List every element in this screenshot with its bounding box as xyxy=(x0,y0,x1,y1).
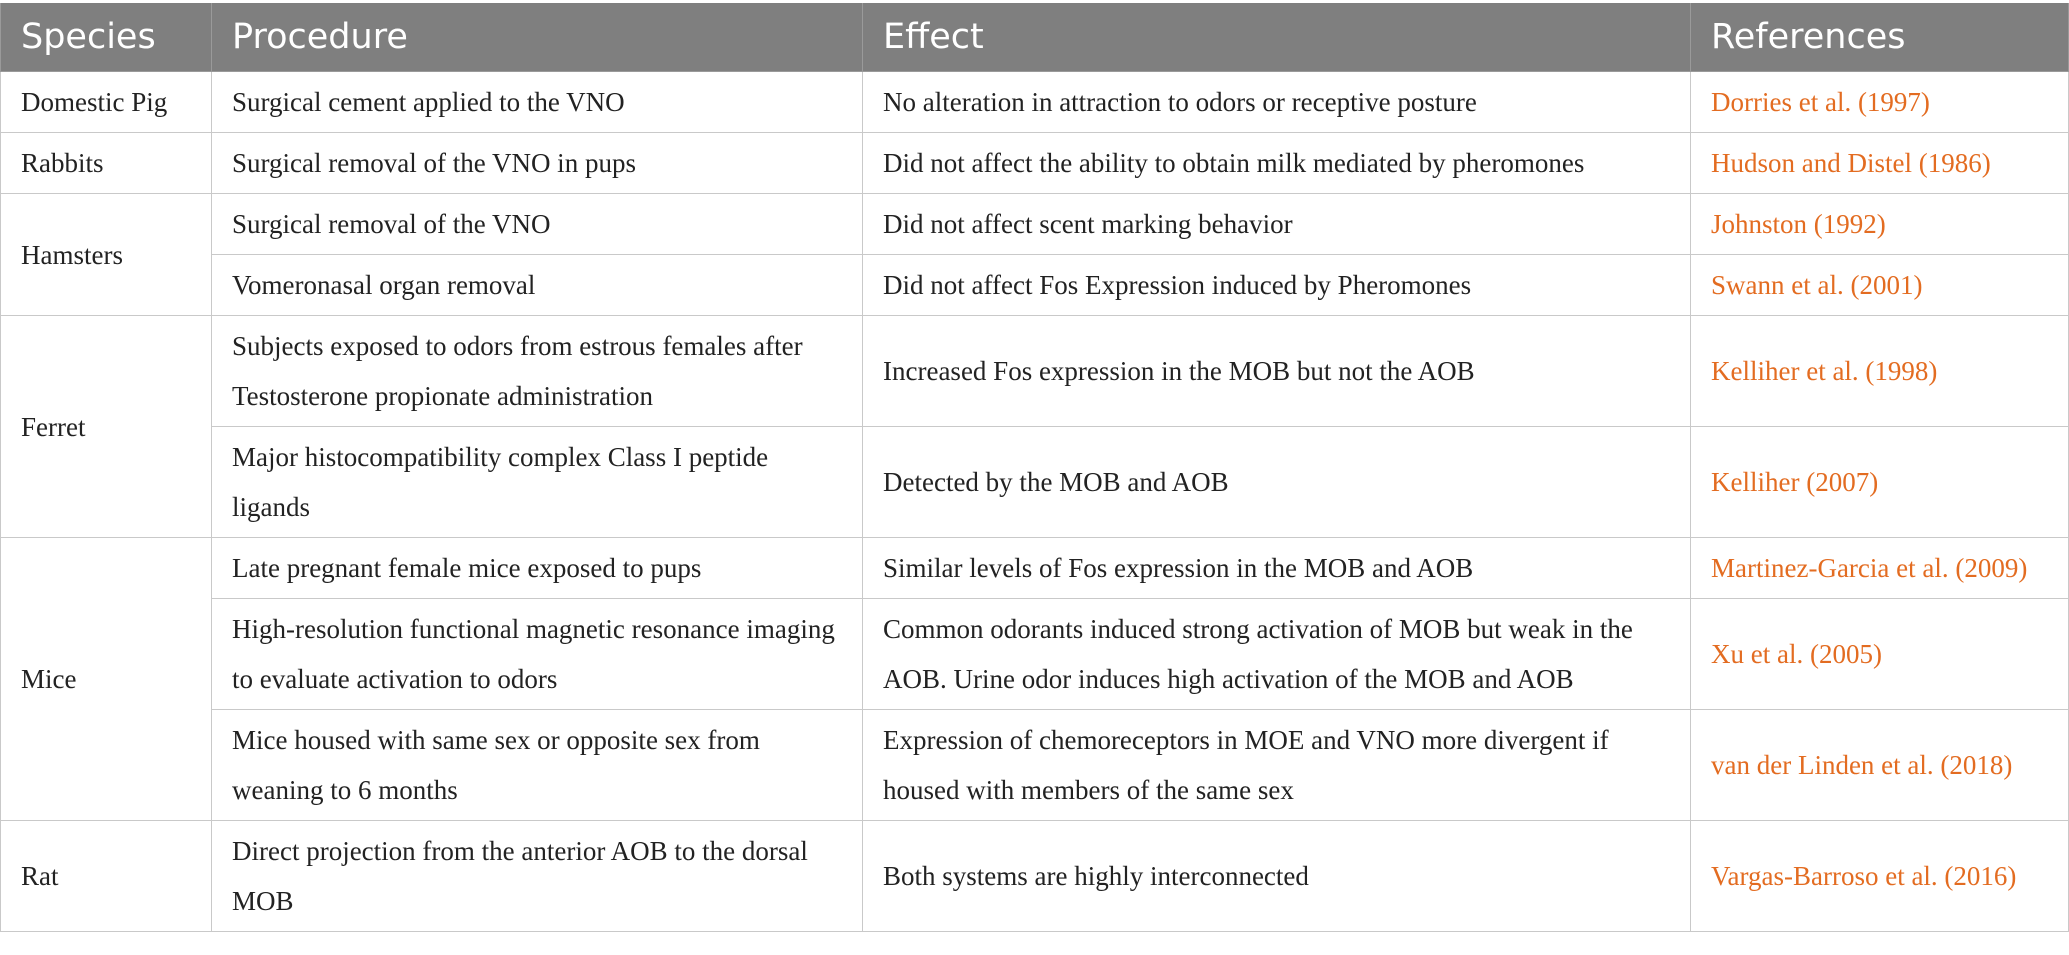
table-row xyxy=(1,72,2069,133)
procedure-cell: High-resolution functional magnetic resonance imaging to evaluate activation to odors xyxy=(212,599,863,710)
reference-link[interactable]: Xu et al. (2005) xyxy=(1691,599,2069,710)
species-cell: Domestic Pig xyxy=(1,72,212,133)
reference-link[interactable]: Kelliher (2007) xyxy=(1691,427,2069,538)
effect-cell: Common odorants induced strong activation of MOB but weak in the AOB. Urine odor induces high activation of the MOB and AOB xyxy=(863,599,1691,710)
reference-link[interactable]: Dorries et al. (1997) xyxy=(1691,72,2069,133)
table-row xyxy=(1,710,2069,821)
reference-link[interactable]: Kelliher et al. (1998) xyxy=(1691,316,2069,427)
reference-link[interactable]: Hudson and Distel (1986) xyxy=(1691,133,2069,194)
table-row xyxy=(1,133,2069,194)
header-species: Species xyxy=(1,3,212,72)
header-procedure: Procedure xyxy=(212,3,863,72)
species-cell: Ferret xyxy=(1,316,212,538)
header-references: References xyxy=(1691,3,2069,72)
species-procedure-table xyxy=(0,3,2069,932)
table-row xyxy=(1,194,2069,255)
effect-cell: Both systems are highly interconnected xyxy=(863,821,1691,932)
species-cell: Rabbits xyxy=(1,133,212,194)
procedure-cell: Surgical removal of the VNO in pups xyxy=(212,133,863,194)
procedure-cell: Vomeronasal organ removal xyxy=(212,255,863,316)
effect-cell: Increased Fos expression in the MOB but not the AOB xyxy=(863,316,1691,427)
effect-cell: Did not affect Fos Expression induced by Pheromones xyxy=(863,255,1691,316)
procedure-cell: Major histocompatibility complex Class I peptide ligands xyxy=(212,427,863,538)
reference-link[interactable]: Martinez-Garcia et al. (2009) xyxy=(1691,538,2069,599)
effect-cell: Detected by the MOB and AOB xyxy=(863,427,1691,538)
effect-cell: No alteration in attraction to odors or receptive posture xyxy=(863,72,1691,133)
table-row xyxy=(1,255,2069,316)
header-effect: Effect xyxy=(863,3,1691,72)
reference-link[interactable]: Johnston (1992) xyxy=(1691,194,2069,255)
procedure-cell: Surgical cement applied to the VNO xyxy=(212,72,863,133)
reference-link[interactable]: Vargas-Barroso et al. (2016) xyxy=(1691,821,2069,932)
procedure-cell: Subjects exposed to odors from estrous females after Testosterone propionate administration xyxy=(212,316,863,427)
reference-link[interactable]: van der Linden et al. (2018) xyxy=(1691,710,2069,821)
procedure-cell: Direct projection from the anterior AOB to the dorsal MOB xyxy=(212,821,863,932)
table-row xyxy=(1,599,2069,710)
effect-cell: Similar levels of Fos expression in the MOB and AOB xyxy=(863,538,1691,599)
procedure-cell: Surgical removal of the VNO xyxy=(212,194,863,255)
effect-cell: Did not affect scent marking behavior xyxy=(863,194,1691,255)
effect-cell: Expression of chemoreceptors in MOE and VNO more divergent if housed with members of the same sex xyxy=(863,710,1691,821)
procedure-cell: Mice housed with same sex or opposite sex from weaning to 6 months xyxy=(212,710,863,821)
table-row xyxy=(1,427,2069,538)
reference-link[interactable]: Swann et al. (2001) xyxy=(1691,255,2069,316)
species-cell: Hamsters xyxy=(1,194,212,316)
table-row xyxy=(1,821,2069,932)
table-row xyxy=(1,538,2069,599)
table-header xyxy=(1,3,2069,72)
species-cell: Rat xyxy=(1,821,212,932)
effect-cell: Did not affect the ability to obtain milk mediated by pheromones xyxy=(863,133,1691,194)
procedure-cell: Late pregnant female mice exposed to pups xyxy=(212,538,863,599)
table-row xyxy=(1,316,2069,427)
species-cell: Mice xyxy=(1,538,212,821)
